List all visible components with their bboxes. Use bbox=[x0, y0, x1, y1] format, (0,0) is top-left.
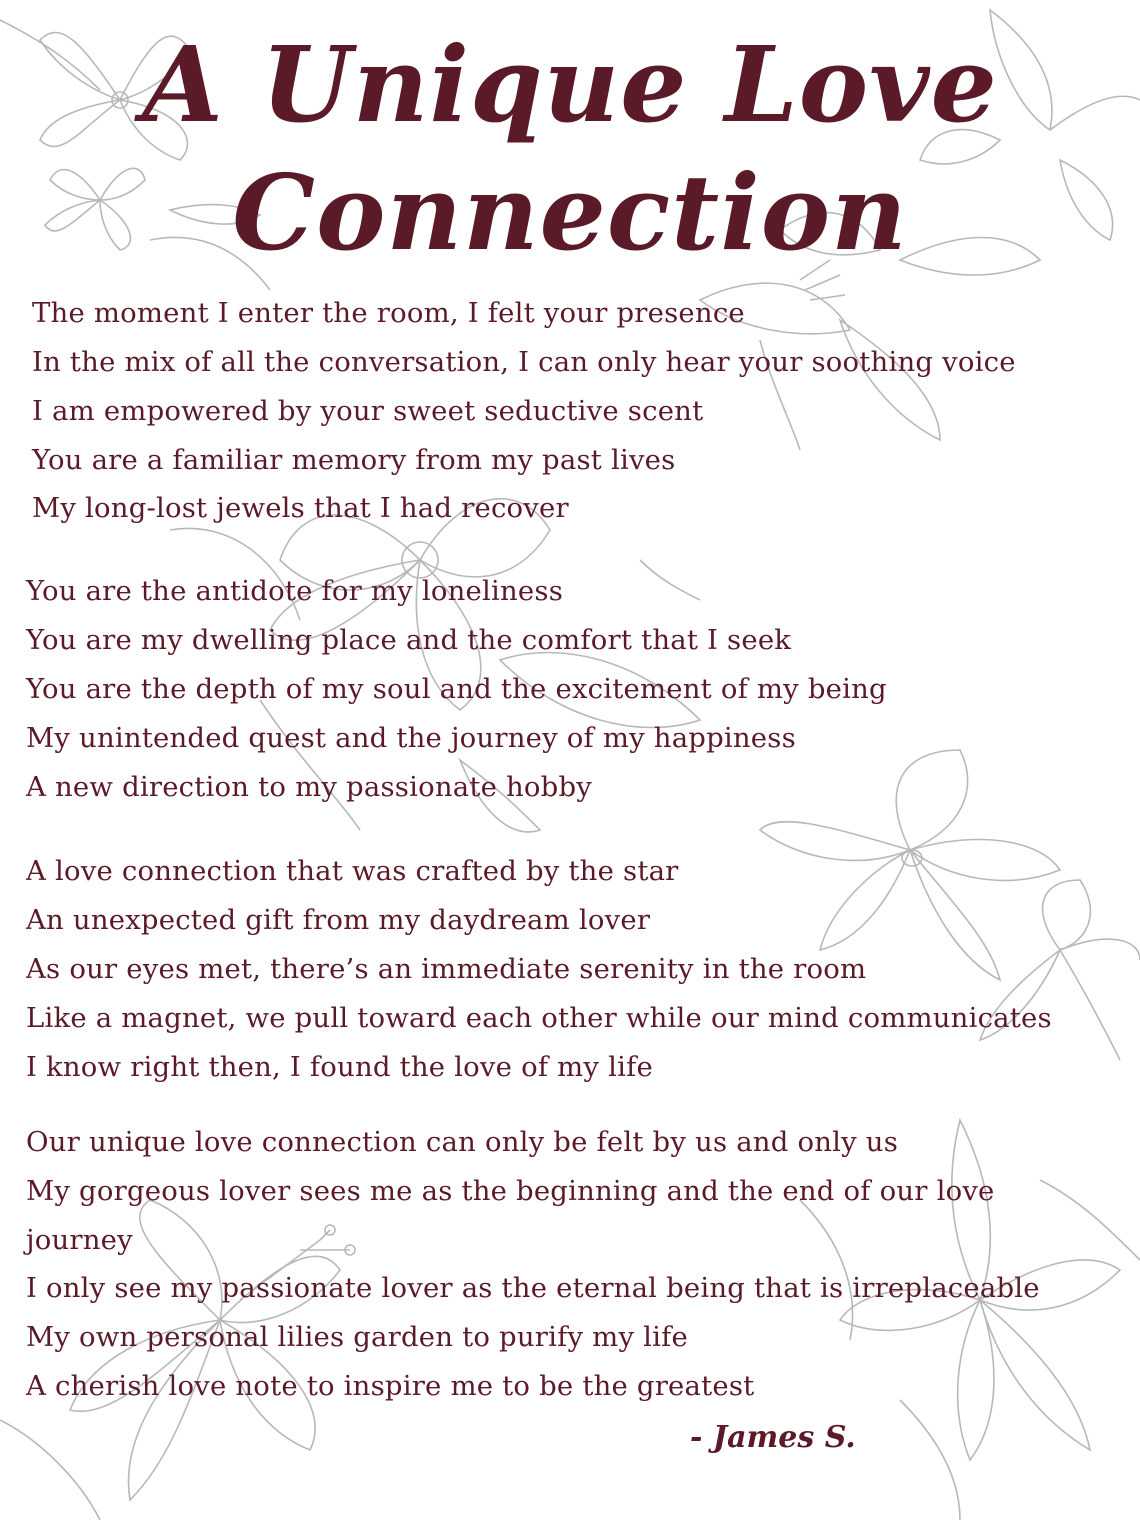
poem-line: I know right then, I found the love of my life bbox=[26, 1051, 653, 1083]
poem-line: My long-lost jewels that I had recover bbox=[32, 492, 569, 524]
poem-line: You are a familiar memory from my past lives bbox=[32, 444, 676, 476]
poem-line: As our eyes met, there’s an immediate serenity in the room bbox=[26, 953, 867, 985]
poem-line: I am empowered by your sweet seductive scent bbox=[32, 395, 704, 427]
poem-line: My gorgeous lover sees me as the beginning and the end of our love bbox=[26, 1175, 995, 1207]
author-signature: - James S. bbox=[690, 1420, 856, 1455]
poem-line: Our unique love connection can only be felt by us and only us bbox=[26, 1126, 899, 1158]
poem-line: A cherish love note to inspire me to be the greatest bbox=[26, 1370, 755, 1402]
poem-line: An unexpected gift from my daydream lover bbox=[26, 904, 651, 936]
poem-line: Like a magnet, we pull toward each other while our mind communicates bbox=[26, 1002, 1052, 1034]
poem-line: My own personal lilies garden to purify my life bbox=[26, 1321, 688, 1353]
poem-line: A new direction to my passionate hobby bbox=[26, 771, 593, 803]
poem-title-line-2: Connection bbox=[232, 151, 908, 274]
poem-line: My unintended quest and the journey of my happiness bbox=[26, 722, 796, 754]
poem-line: I only see my passionate lover as the eternal being that is irreplaceable bbox=[26, 1272, 1040, 1304]
poem-title-line-1: A Unique Love bbox=[142, 23, 998, 146]
poem-line: You are the antidote for my loneliness bbox=[26, 575, 564, 607]
poem-line: In the mix of all the conversation, I can only hear your soothing voice bbox=[32, 346, 1016, 378]
poem-line: A love connection that was crafted by the star bbox=[26, 855, 679, 887]
poem-line: You are the depth of my soul and the excitement of my being bbox=[26, 673, 887, 705]
poem-line: journey bbox=[26, 1224, 133, 1256]
poem-line: The moment I enter the room, I felt your presence bbox=[32, 297, 745, 329]
poem-line: You are my dwelling place and the comfort that I seek bbox=[26, 624, 792, 656]
